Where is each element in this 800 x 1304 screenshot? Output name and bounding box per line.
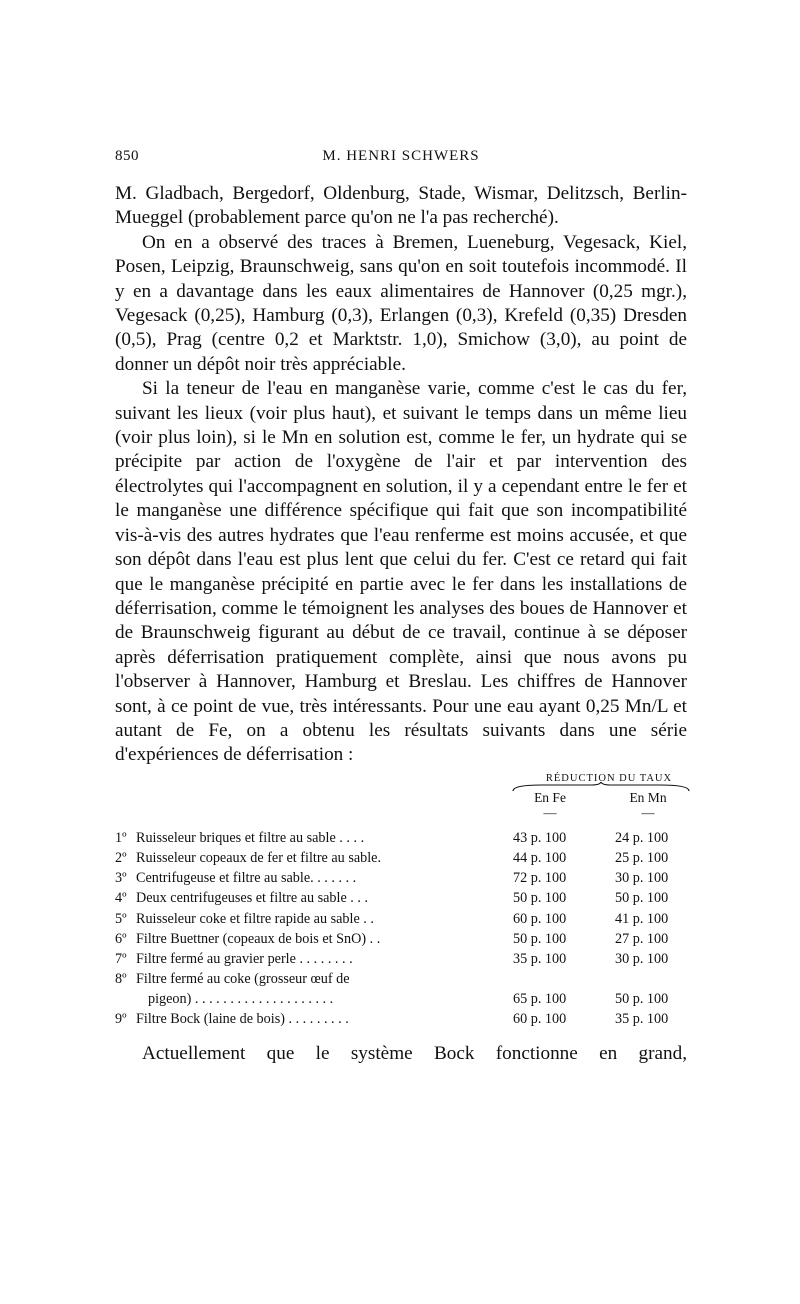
row-description: Filtre Bock (laine de bois) . . . . . . . . . (136, 1011, 349, 1028)
row-fe-value: 65 p. 100 (513, 991, 567, 1008)
row-description: pigeon) . . . . . . . . . . . . . . . . . . . . (148, 991, 334, 1008)
page-header (115, 148, 687, 174)
row-fe-value: 72 p. 100 (513, 870, 567, 887)
row-number: 8º (115, 971, 127, 988)
table-row (115, 929, 687, 949)
row-description: Filtre Buettner (copeaux de bois et SnO) . . (136, 930, 381, 947)
row-mn-value: 30 p. 100 (615, 950, 669, 967)
row-number: 5º (115, 910, 127, 927)
table-row (115, 909, 687, 929)
row-number: 1º (115, 829, 127, 846)
book-page (115, 148, 687, 1085)
row-mn-value: 27 p. 100 (615, 930, 669, 947)
column-dash: — (641, 804, 655, 820)
row-description: Filtre fermé au coke (grosseur œuf de (136, 971, 350, 988)
row-mn-value: 50 p. 100 (615, 890, 669, 907)
page-number: 850 (115, 148, 139, 164)
row-fe-value: 43 p. 100 (513, 829, 567, 846)
table-header (115, 772, 687, 828)
table-row (115, 848, 687, 868)
row-description: Ruisseleur coke et filtre rapide au sable . . (136, 910, 374, 927)
row-number: 6º (115, 930, 127, 947)
row-mn-value: 50 p. 100 (615, 991, 669, 1008)
row-description: Ruisseleur briques et filtre au sable . . . . (136, 829, 365, 846)
table-row (115, 949, 687, 969)
row-description: Filtre fermé au gravier perle . . . . . . . . (136, 950, 353, 967)
row-fe-value: 60 p. 100 (513, 910, 567, 927)
row-description: Centrifugeuse et filtre au sable. . . . . . . (136, 870, 357, 887)
table-row (115, 888, 687, 908)
running-title: M. HENRI SCHWERS (322, 148, 480, 164)
row-mn-value: 41 p. 100 (615, 910, 669, 927)
column-header-mn: En Mn (629, 789, 667, 805)
body-text (115, 182, 687, 768)
row-mn-value: 35 p. 100 (615, 1011, 669, 1028)
row-fe-value: 50 p. 100 (513, 890, 567, 907)
closing-line: Actuellement que le système Bock fonctionne en grand, (142, 1042, 687, 1064)
table-row (115, 868, 687, 888)
table-row (115, 989, 687, 1009)
row-fe-value: 35 p. 100 (513, 950, 567, 967)
row-mn-value: 30 p. 100 (615, 870, 669, 887)
column-header-fe: En Fe (534, 789, 566, 805)
table-row (115, 828, 687, 848)
column-dash: — (543, 804, 557, 820)
deferrisation-results-table (115, 772, 687, 1030)
table-row (115, 969, 687, 989)
paragraph: On en a observé des traces à Bremen, Lueneburg, Vegesack, Kiel, Posen, Leipzig, Braunschweig, sans qu'on en soit toutefois incommodé. Il y en a davantage dans les eaux alimentaires de Hannover (0,25 mgr.), Vegesack (0,25), Hamburg (0,3), Erlangen (0,3), Krefeld (0,35) Dresden (0,5), Prag (centre 0,2 et Marktstr. 1,0), Smichow (3,0), au point de donner un dépôt noir très appréciable. (115, 231, 687, 375)
row-number: 9º (115, 1011, 127, 1028)
row-mn-value: 25 p. 100 (615, 849, 669, 866)
row-number: 2º (115, 849, 127, 866)
row-description: Deux centrifugeuses et filtre au sable . . . (136, 890, 369, 907)
row-number: 7º (115, 950, 127, 967)
row-mn-value: 24 p. 100 (615, 829, 669, 846)
paragraph: Si la teneur de l'eau en manganèse varie, comme c'est le cas du fer, suivant les lieux (voir plus haut), et suivant le temps dans un même lieu (voir plus loin), si le Mn en solution est, comme le fer, un hydrate qui se précipite par action de l'oxygène de l'air et par intervention des électrolytes qui l'accompagnent en solution, il y a cependant entre le fer et le manganèse une différence spécifique qui fait que son incompatibilité vis-à-vis des autres hydrates que l'eau renferme est moins accusée, et que son dépôt dans l'eau est plus lent que celui du fer. C'est ce retard qui fait que le manganèse précipité en partie avec le fer dans les installations de déferrisation, comme le témoignent les analyses des boues de Hannover et de Braunschweig figurant au début de ce travail, continue à se déposer après déferrisation pratiquement complète, ainsi que nous avons pu l'observer à Hannover, Hamburg et Breslau. Les chiffres de Hannover sont, à ce point de vue, très intéressants. Pour une eau ayant 0,25 Mn/L et autant de Fe, on a obtenu les résultats suivants dans une série d'expériences de déferrisation : (115, 378, 687, 766)
paragraph: M. Gladbach, Bergedorf, Oldenburg, Stade, Wismar, Delitzsch, Berlin-Mueggel (probablement parce qu'on ne l'a pas recherché). (115, 183, 687, 229)
row-number: 3º (115, 870, 127, 887)
row-fe-value: 44 p. 100 (513, 849, 567, 866)
table-row (115, 1009, 687, 1029)
row-fe-value: 60 p. 100 (513, 1011, 567, 1028)
group-header: RÉDUCTION DU TAUX (545, 772, 673, 784)
row-description: Ruisseleur copeaux de fer et filtre au sable. (136, 849, 382, 866)
row-number: 4º (115, 890, 127, 907)
row-fe-value: 50 p. 100 (513, 930, 567, 947)
